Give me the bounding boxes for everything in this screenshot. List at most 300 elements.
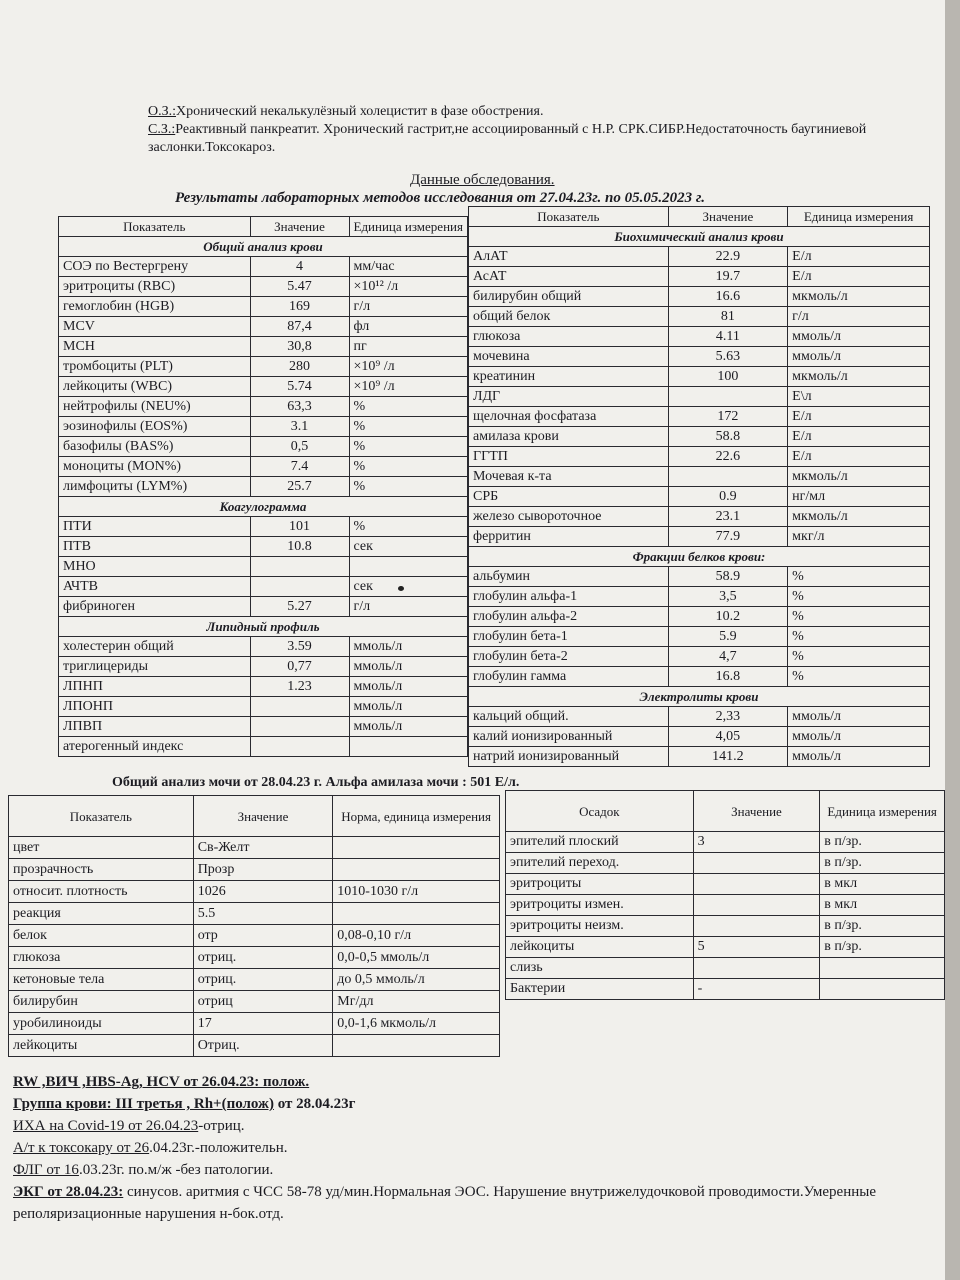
table-row xyxy=(9,881,500,903)
indicator-cell: ПТИ xyxy=(59,517,251,537)
value-cell: 16.6 xyxy=(668,287,788,307)
column-header: Значение xyxy=(250,217,349,237)
unit-cell: ммоль/л xyxy=(788,747,930,767)
value-cell: 4,05 xyxy=(668,727,788,747)
unit-cell: в п/зр. xyxy=(820,832,945,853)
indicator-cell: АЧТВ xyxy=(59,577,251,597)
indicator-cell: кальций общий. xyxy=(469,707,669,727)
section-header-row xyxy=(469,547,930,567)
unit-cell xyxy=(349,557,468,577)
table-row xyxy=(469,287,930,307)
value-cell: 1.23 xyxy=(250,677,349,697)
unit-cell: ммоль/л xyxy=(349,637,468,657)
table-row xyxy=(469,607,930,627)
value-cell: Св-Желт xyxy=(193,837,333,859)
unit-cell: сек xyxy=(349,537,468,557)
table-row xyxy=(469,367,930,387)
unit-cell xyxy=(820,979,945,1000)
value-cell: Отриц. xyxy=(193,1035,333,1057)
table-row xyxy=(59,357,468,377)
indicator-cell: ЛПОНП xyxy=(59,697,251,717)
table-row xyxy=(59,277,468,297)
table-row xyxy=(59,517,468,537)
main-diagnosis xyxy=(148,103,908,121)
indicator-cell: МНО xyxy=(59,557,251,577)
unit-cell: % xyxy=(349,457,468,477)
table-row xyxy=(469,647,930,667)
indicator-cell: белок xyxy=(9,925,194,947)
unit-cell: мм/час xyxy=(349,257,468,277)
table-row xyxy=(59,397,468,417)
page-edge xyxy=(945,0,960,1280)
value-cell: 16.8 xyxy=(668,667,788,687)
unit-cell: нг/мл xyxy=(788,487,930,507)
unit-cell xyxy=(349,737,468,757)
table-row xyxy=(469,747,930,767)
table-row xyxy=(9,1035,500,1057)
value-cell: 141.2 xyxy=(668,747,788,767)
value-cell: 5.27 xyxy=(250,597,349,617)
unit-cell: ×10¹² /л xyxy=(349,277,468,297)
unit-cell xyxy=(333,837,500,859)
table-row xyxy=(59,477,468,497)
unit-cell: ×10⁹ /л xyxy=(349,377,468,397)
unit-cell: фл xyxy=(349,317,468,337)
unit-cell: ммоль/л xyxy=(349,677,468,697)
indicator-cell: MCV xyxy=(59,317,251,337)
column-header: Показатель xyxy=(59,217,251,237)
table-header-row xyxy=(469,207,930,227)
indicator-cell: холестерин общий xyxy=(59,637,251,657)
unit-cell: ммоль/л xyxy=(788,707,930,727)
indicator-cell: относит. плотность xyxy=(9,881,194,903)
table-row xyxy=(59,577,468,597)
value-cell: 5.9 xyxy=(668,627,788,647)
indicator-cell: глобулин гамма xyxy=(469,667,669,687)
value-cell: отриц. xyxy=(193,969,333,991)
sediment-table xyxy=(505,790,945,1000)
value-cell: 3.59 xyxy=(250,637,349,657)
value-cell: отриц. xyxy=(193,947,333,969)
footer-line-flg: ФЛГ от 16.03.23г. по.м/ж -без патологии. xyxy=(13,1162,274,1178)
indicator-cell: мочевина xyxy=(469,347,669,367)
indicator-cell: MCH xyxy=(59,337,251,357)
indicator-cell: глобулин альфа-2 xyxy=(469,607,669,627)
value-cell: 100 xyxy=(668,367,788,387)
value-cell: 10.2 xyxy=(668,607,788,627)
value-cell: 19.7 xyxy=(668,267,788,287)
indicator-cell: слизь xyxy=(506,958,694,979)
value-cell: 58.8 xyxy=(668,427,788,447)
footer-line-ecg: ЭКГ от 28.04.23: синусов. аритмия с ЧСС 58-78 уд/мин.Нормальная ЭОС. Нарушение внутрижелудочковой проводимости.Умеренные реполяризационные нарушения н-бок.отд. xyxy=(13,1184,877,1222)
table-header-row xyxy=(9,796,500,837)
value-cell: 4,7 xyxy=(668,647,788,667)
indicator-cell: фибриноген xyxy=(59,597,251,617)
table-row xyxy=(59,437,468,457)
value-cell: 280 xyxy=(250,357,349,377)
unit-cell: г/л xyxy=(349,297,468,317)
unit-cell: % xyxy=(349,417,468,437)
unit-cell: % xyxy=(788,627,930,647)
indicator-cell: эпителий плоский xyxy=(506,832,694,853)
indicator-cell: кетоновые тела xyxy=(9,969,194,991)
value-cell xyxy=(668,387,788,407)
table-row xyxy=(469,347,930,367)
table-row xyxy=(506,958,945,979)
indicator-cell: глобулин бета-2 xyxy=(469,647,669,667)
column-header: Значение xyxy=(668,207,788,227)
unit-cell xyxy=(333,1035,500,1057)
unit-cell: до 0,5 ммоль/л xyxy=(333,969,500,991)
column-header: Показатель xyxy=(469,207,669,227)
value-cell: 30,8 xyxy=(250,337,349,357)
unit-cell: ммоль/л xyxy=(788,727,930,747)
unit-cell: ×10⁹ /л xyxy=(349,357,468,377)
indicator-cell: базофилы (BAS%) xyxy=(59,437,251,457)
value-cell: 3,5 xyxy=(668,587,788,607)
table-row xyxy=(59,697,468,717)
section-header-row xyxy=(469,227,930,247)
table-row xyxy=(9,837,500,859)
column-header: Значение xyxy=(693,791,820,832)
table-row xyxy=(469,447,930,467)
comorbid-diagnosis-text: Реактивный панкреатит. Хронический гастрит,не ассоциированный с Н.Р. СРК.СИБР.Недостаточность баугиниевой заслонки.Токсокароз. xyxy=(148,122,867,155)
value-cell xyxy=(250,697,349,717)
indicator-cell: эритроциты xyxy=(506,874,694,895)
table-header-row xyxy=(59,217,468,237)
indicator-cell: СРБ xyxy=(469,487,669,507)
indicator-cell: АлАТ xyxy=(469,247,669,267)
unit-cell: Е/л xyxy=(788,247,930,267)
table-row xyxy=(9,925,500,947)
unit-cell: % xyxy=(349,517,468,537)
value-cell xyxy=(693,958,820,979)
table-row xyxy=(469,487,930,507)
section-header-row xyxy=(59,237,468,257)
unit-cell: Мг/дл xyxy=(333,991,500,1013)
table-row xyxy=(469,507,930,527)
indicator-cell: ЛПНП xyxy=(59,677,251,697)
column-header: Значение xyxy=(193,796,333,837)
unit-cell: Е/л xyxy=(788,267,930,287)
indicator-cell: эозинофилы (EOS%) xyxy=(59,417,251,437)
value-cell: 5.74 xyxy=(250,377,349,397)
unit-cell: % xyxy=(788,567,930,587)
column-header: Единица измерения xyxy=(788,207,930,227)
table-row xyxy=(59,337,468,357)
comorbid-diagnosis-label: С.З.: xyxy=(148,122,176,137)
unit-cell: % xyxy=(788,587,930,607)
value-cell: 5.47 xyxy=(250,277,349,297)
unit-cell: % xyxy=(788,647,930,667)
indicator-cell: эпителий переход. xyxy=(506,853,694,874)
table-row xyxy=(59,677,468,697)
indicator-cell: лейкоциты (WBC) xyxy=(59,377,251,397)
value-cell xyxy=(693,853,820,874)
unit-cell: сек xyxy=(349,577,468,597)
value-cell: 1026 xyxy=(193,881,333,903)
indicator-cell: глобулин альфа-1 xyxy=(469,587,669,607)
table-row xyxy=(469,267,930,287)
indicator-cell: лимфоциты (LYM%) xyxy=(59,477,251,497)
indicator-cell: Мочевая к-та xyxy=(469,467,669,487)
value-cell xyxy=(693,874,820,895)
indicator-cell: ЛДГ xyxy=(469,387,669,407)
table-row xyxy=(506,874,945,895)
table-row xyxy=(469,627,930,647)
value-cell xyxy=(693,916,820,937)
value-cell: 77.9 xyxy=(668,527,788,547)
unit-cell: ммоль/л xyxy=(788,327,930,347)
indicator-cell: альбумин xyxy=(469,567,669,587)
value-cell: 2,33 xyxy=(668,707,788,727)
indicator-cell: лейкоциты xyxy=(9,1035,194,1057)
table-row xyxy=(59,717,468,737)
footer-notes xyxy=(13,1071,913,1225)
section-title: Электролиты крови xyxy=(469,687,930,707)
column-header: Осадок xyxy=(506,791,694,832)
value-cell xyxy=(250,557,349,577)
indicator-cell: ЛПВП xyxy=(59,717,251,737)
value-cell: 25.7 xyxy=(250,477,349,497)
value-cell: 3.1 xyxy=(250,417,349,437)
value-cell: отр xyxy=(193,925,333,947)
blood-tests-table xyxy=(58,216,468,757)
table-row xyxy=(59,297,468,317)
value-cell: 58.9 xyxy=(668,567,788,587)
unit-cell: Е\л xyxy=(788,387,930,407)
table-row xyxy=(469,427,930,447)
value-cell: 10.8 xyxy=(250,537,349,557)
value-cell xyxy=(250,577,349,597)
table-row xyxy=(506,895,945,916)
table-row xyxy=(469,307,930,327)
indicator-cell: ферритин xyxy=(469,527,669,547)
unit-cell: пг xyxy=(349,337,468,357)
value-cell: отриц xyxy=(193,991,333,1013)
section-title: Биохимический анализ крови xyxy=(469,227,930,247)
unit-cell: Е/л xyxy=(788,407,930,427)
unit-cell: Е/л xyxy=(788,427,930,447)
value-cell: 0.9 xyxy=(668,487,788,507)
unit-cell: в мкл xyxy=(820,895,945,916)
value-cell: 0,5 xyxy=(250,437,349,457)
table-row xyxy=(59,537,468,557)
unit-cell xyxy=(820,958,945,979)
value-cell xyxy=(668,467,788,487)
section-title: Фракции белков крови: xyxy=(469,547,930,567)
table-row xyxy=(469,327,930,347)
table-row xyxy=(469,467,930,487)
biochemistry-table xyxy=(468,206,930,767)
section-title: Липидный профиль xyxy=(59,617,468,637)
value-cell: 22.6 xyxy=(668,447,788,467)
indicator-cell: ГГТП xyxy=(469,447,669,467)
value-cell: Прозр xyxy=(193,859,333,881)
indicator-cell: АсАТ xyxy=(469,267,669,287)
value-cell: 7.4 xyxy=(250,457,349,477)
table-row xyxy=(59,417,468,437)
table-row xyxy=(506,916,945,937)
indicator-cell: амилаза крови xyxy=(469,427,669,447)
table-row xyxy=(506,832,945,853)
value-cell xyxy=(250,717,349,737)
table-row xyxy=(59,257,468,277)
pen-mark xyxy=(398,586,404,591)
unit-cell: % xyxy=(349,397,468,417)
main-diagnosis-text: Хронический некалькулёзный холецистит в фазе обострения. xyxy=(176,104,544,119)
column-header: Единица измерения xyxy=(820,791,945,832)
indicator-cell: реакция xyxy=(9,903,194,925)
indicator-cell: гемоглобин (HGB) xyxy=(59,297,251,317)
table-row xyxy=(59,737,468,757)
value-cell: 23.1 xyxy=(668,507,788,527)
footer-line-toxocara: А/т к токсокару от 26.04.23г.-положительн. xyxy=(13,1140,288,1156)
unit-cell: ммоль/л xyxy=(349,717,468,737)
comorbid-diagnosis xyxy=(148,121,908,157)
indicator-cell: эритроциты (RBC) xyxy=(59,277,251,297)
table-row xyxy=(59,657,468,677)
table-row xyxy=(59,457,468,477)
urine-table xyxy=(8,795,500,1057)
indicator-cell: моноциты (MON%) xyxy=(59,457,251,477)
table-row xyxy=(9,969,500,991)
footer-line-covid: ИХА на Covid-19 от 26.04.23-отриц. xyxy=(13,1118,245,1134)
unit-cell: в мкл xyxy=(820,874,945,895)
indicator-cell: креатинин xyxy=(469,367,669,387)
unit-cell: 0,0-1,6 мкмоль/л xyxy=(333,1013,500,1035)
unit-cell: мкмоль/л xyxy=(788,467,930,487)
indicator-cell: эритроциты неизм. xyxy=(506,916,694,937)
table-row xyxy=(469,247,930,267)
indicator-cell: натрий ионизированный xyxy=(469,747,669,767)
indicator-cell: эритроциты измен. xyxy=(506,895,694,916)
section-title: Общий анализ крови xyxy=(59,237,468,257)
unit-cell: в п/зр. xyxy=(820,853,945,874)
section-header-row xyxy=(59,617,468,637)
column-header: Норма, единица измерения xyxy=(333,796,500,837)
unit-cell: 0,08-0,10 г/л xyxy=(333,925,500,947)
value-cell: 172 xyxy=(668,407,788,427)
value-cell: 169 xyxy=(250,297,349,317)
section-header-row xyxy=(59,497,468,517)
value-cell: 63,3 xyxy=(250,397,349,417)
table-row xyxy=(59,597,468,617)
indicator-cell: прозрачность xyxy=(9,859,194,881)
value-cell: 22.9 xyxy=(668,247,788,267)
section-header-row xyxy=(469,687,930,707)
table-row xyxy=(59,637,468,657)
unit-cell: 0,0-0,5 ммоль/л xyxy=(333,947,500,969)
value-cell xyxy=(250,737,349,757)
unit-cell: 1010-1030 г/л xyxy=(333,881,500,903)
table-row xyxy=(59,317,468,337)
table-row xyxy=(469,587,930,607)
value-cell: 17 xyxy=(193,1013,333,1035)
unit-cell xyxy=(333,903,500,925)
lab-heading: Результаты лабораторных методов исследования от 27.04.23г. по 05.05.2023 г. xyxy=(175,190,705,206)
table-row xyxy=(469,407,930,427)
urine-analysis-title: Общий анализ мочи от 28.04.23 г. Альфа амилаза мочи : 501 Е/л. xyxy=(112,775,520,790)
unit-cell: ммоль/л xyxy=(788,347,930,367)
unit-cell: % xyxy=(349,437,468,457)
value-cell: 101 xyxy=(250,517,349,537)
table-row xyxy=(9,903,500,925)
table-row xyxy=(59,377,468,397)
unit-cell: ммоль/л xyxy=(349,697,468,717)
column-header: Показатель xyxy=(9,796,194,837)
indicator-cell: глобулин бета-1 xyxy=(469,627,669,647)
section-title: Коагулограмма xyxy=(59,497,468,517)
indicator-cell: глюкоза xyxy=(9,947,194,969)
main-diagnosis-label: О.З.: xyxy=(148,104,177,119)
unit-cell: % xyxy=(349,477,468,497)
unit-cell: % xyxy=(788,667,930,687)
table-row xyxy=(469,667,930,687)
indicator-cell: СОЭ по Вестергрену xyxy=(59,257,251,277)
table-row xyxy=(506,937,945,958)
value-cell: 81 xyxy=(668,307,788,327)
unit-cell: г/л xyxy=(349,597,468,617)
table-row xyxy=(469,387,930,407)
exam-heading: Данные обследования. xyxy=(410,172,555,188)
unit-cell: в п/зр. xyxy=(820,937,945,958)
table-row xyxy=(469,707,930,727)
value-cell: - xyxy=(693,979,820,1000)
indicator-cell: лейкоциты xyxy=(506,937,694,958)
unit-cell: ммоль/л xyxy=(349,657,468,677)
unit-cell: мкмоль/л xyxy=(788,507,930,527)
table-row xyxy=(506,979,945,1000)
indicator-cell: цвет xyxy=(9,837,194,859)
value-cell: 5 xyxy=(693,937,820,958)
indicator-cell: калий ионизированный xyxy=(469,727,669,747)
indicator-cell: нейтрофилы (NEU%) xyxy=(59,397,251,417)
unit-cell: мкг/л xyxy=(788,527,930,547)
indicator-cell: билирубин общий xyxy=(469,287,669,307)
footer-line-blood-group: Группа крови: III третья , Rh+(полож) от 28.04.23г xyxy=(13,1096,356,1112)
table-row xyxy=(469,567,930,587)
indicator-cell: атерогенный индекс xyxy=(59,737,251,757)
unit-cell xyxy=(333,859,500,881)
unit-cell: мкмоль/л xyxy=(788,287,930,307)
value-cell: 5.5 xyxy=(193,903,333,925)
indicator-cell: ПТВ xyxy=(59,537,251,557)
table-row xyxy=(9,947,500,969)
value-cell: 3 xyxy=(693,832,820,853)
table-row xyxy=(469,727,930,747)
column-header: Единица измерения xyxy=(349,217,468,237)
value-cell: 4 xyxy=(250,257,349,277)
unit-cell: в п/зр. xyxy=(820,916,945,937)
indicator-cell: общий белок xyxy=(469,307,669,327)
indicator-cell: билирубин xyxy=(9,991,194,1013)
indicator-cell: тромбоциты (PLT) xyxy=(59,357,251,377)
value-cell: 4.11 xyxy=(668,327,788,347)
footer-line-serology: RW ,ВИЧ ,HBS-Ag, HCV от 26.04.23: полож. xyxy=(13,1074,310,1090)
value-cell xyxy=(693,895,820,916)
unit-cell: % xyxy=(788,607,930,627)
table-row xyxy=(59,557,468,577)
unit-cell: г/л xyxy=(788,307,930,327)
diagnoses-block xyxy=(148,103,908,157)
value-cell: 0,77 xyxy=(250,657,349,677)
table-row xyxy=(9,859,500,881)
unit-cell: мкмоль/л xyxy=(788,367,930,387)
indicator-cell: триглицериды xyxy=(59,657,251,677)
unit-cell: Е/л xyxy=(788,447,930,467)
indicator-cell: Бактерии xyxy=(506,979,694,1000)
